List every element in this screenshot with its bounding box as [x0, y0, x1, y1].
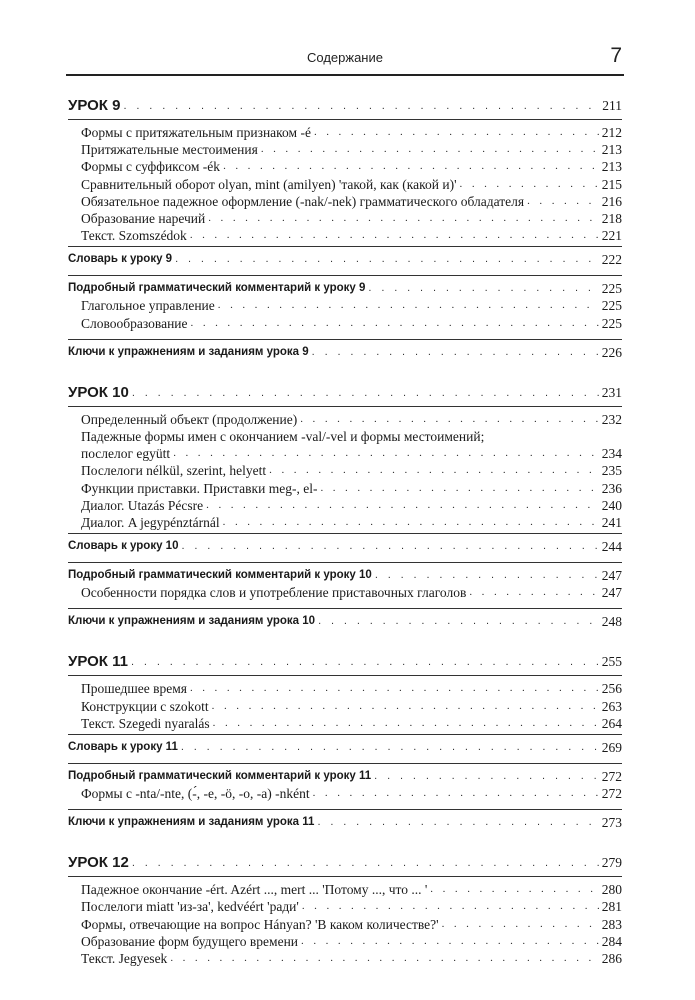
- section-rule: [68, 533, 622, 534]
- toc-entry-page: 221: [601, 228, 622, 244]
- lesson-rule: [68, 675, 622, 676]
- toc-entry-page: 216: [601, 193, 622, 209]
- dot-leader: [469, 584, 598, 601]
- vocabulary-entry[interactable]: [68, 538, 622, 555]
- toc-entry-page: 212: [601, 125, 622, 140]
- toc-entry[interactable]: [68, 898, 622, 915]
- answer-keys-entry[interactable]: [68, 613, 622, 630]
- dot-leader: [302, 898, 599, 915]
- toc-entry-text: Образование наречий: [81, 211, 206, 227]
- dot-leader: [320, 480, 598, 497]
- toc-entry-page: 272: [601, 786, 622, 802]
- dot-leader: [175, 251, 599, 268]
- dot-leader: [173, 445, 599, 462]
- toc-entry[interactable]: [68, 411, 622, 428]
- dot-leader: [527, 193, 599, 210]
- toc-entry-text: Послелоги nélkül, szerint, helyett: [81, 463, 267, 479]
- lesson-block: [68, 652, 622, 831]
- toc-entry-text: Образование форм будущего времени: [81, 933, 299, 949]
- answer-keys-entry-text: Ключи к упражнениям и заданиям урока 11: [68, 816, 315, 829]
- toc-entry-text: Падежные формы имен с окончанием -val/-vel и формы местоимений;: [81, 429, 485, 445]
- grammar-commentary-entry[interactable]: [68, 567, 622, 584]
- toc-entry[interactable]: [68, 480, 622, 497]
- toc-entry[interactable]: [68, 462, 622, 479]
- dot-leader: [314, 124, 599, 141]
- lesson-heading[interactable]: [68, 652, 622, 672]
- lesson-block: [68, 853, 622, 967]
- dot-leader: [269, 462, 599, 479]
- toc-entry[interactable]: [68, 950, 622, 967]
- lesson-heading-page: 231: [601, 384, 622, 400]
- toc-entry-page: 225: [601, 315, 622, 331]
- toc-entry[interactable]: [68, 916, 622, 933]
- toc-entry-page: 213: [601, 159, 622, 175]
- dot-leader: [301, 933, 599, 950]
- toc-entry-text: Определенный объект (продолжение): [81, 411, 298, 427]
- dot-leader: [123, 96, 599, 116]
- toc-entry-page: 256: [601, 681, 622, 697]
- dot-leader: [212, 698, 599, 715]
- lesson-heading[interactable]: [68, 383, 622, 403]
- toc-entry-page: 284: [601, 933, 622, 949]
- toc-entry-text: Глагольное управление: [81, 298, 215, 314]
- toc-entry-page: 281: [601, 899, 622, 915]
- dot-leader: [181, 538, 598, 555]
- dot-leader: [317, 814, 598, 831]
- toc-entry-text: Текст. Szegedi nyaralás: [81, 715, 210, 731]
- dot-leader: [313, 785, 599, 802]
- vocabulary-entry-text: Словарь к уроку 10: [68, 540, 179, 553]
- lesson-heading-text: УРОК 10: [68, 383, 129, 401]
- grammar-commentary-entry[interactable]: [68, 280, 622, 297]
- lesson-heading-page: 211: [602, 98, 622, 113]
- toc-entry-page: 225: [601, 298, 622, 314]
- toc-entry[interactable]: [68, 584, 622, 601]
- toc-entry-continued-text: послелог együtt: [81, 446, 171, 462]
- lesson-heading-text: УРОК 11: [68, 653, 128, 671]
- answer-keys-entry-page: 226: [601, 344, 622, 360]
- toc-entry-continued-page: 234: [601, 446, 622, 462]
- toc-entry-text: Диалог. A jegypénztárnál: [81, 515, 220, 531]
- toc-entry-text: Послелоги miatt 'из-за', kedvéért 'ради': [81, 899, 299, 915]
- toc-entry[interactable]: [68, 715, 622, 732]
- vocabulary-entry-page: 222: [601, 252, 622, 268]
- dot-leader: [460, 176, 599, 193]
- toc-entry-text: Конструкции с szokott: [81, 698, 209, 714]
- grammar-commentary-entry-page: 272: [601, 769, 622, 785]
- toc-entry-text: Текст. Szomszédok: [81, 228, 187, 244]
- dot-leader: [261, 141, 599, 158]
- dot-leader: [132, 383, 599, 403]
- toc-entry-page: 264: [601, 715, 622, 731]
- toc-entry[interactable]: [68, 428, 622, 462]
- toc-entry-page: 232: [601, 411, 622, 427]
- answer-keys-entry-text: Ключи к упражнениям и заданиям урока 9: [68, 345, 309, 358]
- vocabulary-entry-page: 244: [601, 539, 622, 555]
- dot-leader: [300, 411, 599, 428]
- vocabulary-entry[interactable]: [68, 739, 622, 756]
- toc-entry[interactable]: [68, 785, 622, 802]
- dot-leader: [375, 567, 599, 584]
- grammar-commentary-entry-page: 247: [601, 568, 622, 584]
- dot-leader: [374, 768, 599, 785]
- toc-entry-page: 218: [601, 211, 622, 227]
- dot-leader: [213, 715, 599, 732]
- dot-leader: [368, 280, 598, 297]
- lesson-block: [68, 96, 622, 361]
- dot-leader: [208, 210, 599, 227]
- table-of-contents: [68, 96, 622, 967]
- answer-keys-entry[interactable]: [68, 344, 622, 361]
- dot-leader: [170, 950, 598, 967]
- toc-entry-page: 241: [601, 515, 622, 531]
- toc-entry-text: Падежное окончание -ért. Azért ..., mert ... 'Потому ..., что ... ': [81, 882, 428, 898]
- toc-entry[interactable]: [68, 210, 622, 227]
- toc-entry-text: Функции приставки. Приставки meg-, el-: [81, 480, 318, 496]
- toc-entry-text: Обязательное падежное оформление (-nak/-nek) грамматического обладателя: [81, 193, 525, 209]
- toc-entry-page: 236: [601, 480, 622, 496]
- page-number: 7: [610, 44, 622, 67]
- toc-entry-continued[interactable]: [81, 445, 622, 462]
- toc-entry[interactable]: [68, 141, 622, 158]
- grammar-commentary-entry-text: Подробный грамматический комментарий к уроку 11: [68, 770, 372, 783]
- section-rule: [68, 562, 622, 563]
- toc-entry-text: Формы, отвечающие на вопрос Hányan? 'В каком количестве?': [81, 916, 439, 932]
- grammar-commentary-entry[interactable]: [68, 768, 622, 785]
- section-rule: [68, 246, 622, 247]
- toc-entry[interactable]: [68, 680, 622, 697]
- dot-leader: [442, 916, 599, 933]
- section-rule: [68, 275, 622, 276]
- dot-leader: [181, 739, 599, 756]
- toc-entry-page: 280: [601, 882, 622, 898]
- toc-entry-text: Особенности порядка слов и употребление приставочных глаголов: [81, 585, 467, 601]
- dot-leader: [223, 158, 599, 175]
- toc-entry-text: Притяжательные местоимения: [81, 142, 258, 158]
- toc-entry[interactable]: [68, 297, 622, 314]
- toc-entry[interactable]: [68, 698, 622, 715]
- dot-leader: [190, 227, 599, 244]
- lesson-heading-page: 279: [601, 855, 622, 871]
- answer-keys-entry-page: 248: [601, 614, 622, 630]
- header-rule: [66, 74, 624, 76]
- toc-entry-text: Словообразование: [81, 315, 188, 331]
- toc-entry-page: 263: [601, 698, 622, 714]
- toc-entry-page: 286: [601, 951, 622, 967]
- lesson-rule: [68, 876, 622, 877]
- toc-entry[interactable]: [68, 881, 622, 898]
- toc-entry-page: 213: [601, 142, 622, 158]
- toc-entry-page: 235: [601, 463, 622, 479]
- toc-entry-text: Формы с -nta/-nte, (-́, -e, -ö, -o, -a) -nként: [81, 786, 310, 802]
- dot-leader: [131, 652, 599, 672]
- answer-keys-entry-page: 273: [601, 815, 622, 831]
- vocabulary-entry[interactable]: [68, 251, 622, 268]
- lesson-heading[interactable]: [68, 96, 622, 116]
- lesson-heading-text: УРОК 9: [68, 97, 121, 114]
- vocabulary-entry-text: Словарь к уроку 9: [68, 253, 173, 266]
- toc-entry[interactable]: [68, 176, 622, 193]
- toc-entry-text: Диалог. Utazás Pécsre: [81, 497, 204, 513]
- section-rule: [68, 339, 622, 340]
- lesson-rule: [68, 406, 622, 407]
- section-rule: [68, 763, 622, 764]
- dot-leader: [190, 680, 599, 697]
- section-rule: [68, 734, 622, 735]
- running-title: Содержание: [307, 50, 383, 65]
- grammar-commentary-entry-text: Подробный грамматический комментарий к уроку 10: [68, 569, 372, 582]
- lesson-rule: [68, 119, 622, 120]
- dot-leader: [191, 315, 599, 332]
- page-header: [66, 44, 624, 72]
- answer-keys-entry[interactable]: [68, 814, 622, 831]
- lesson-heading-text: УРОК 12: [68, 854, 129, 872]
- lesson-heading[interactable]: [68, 853, 622, 873]
- dot-leader: [206, 497, 599, 514]
- dot-leader: [318, 613, 599, 630]
- toc-entry-text: Сравнительный оборот olyan, mint (amilyen) 'такой, как (какой и)': [81, 176, 457, 192]
- toc-entry[interactable]: [68, 227, 622, 244]
- toc-entry-text: Формы с суффиксом -ék: [81, 159, 221, 175]
- dot-leader: [312, 344, 599, 361]
- dot-leader: [132, 853, 599, 873]
- toc-entry-page: 247: [601, 585, 622, 601]
- lesson-block: [68, 383, 622, 631]
- toc-entry-page: 240: [601, 497, 622, 513]
- toc-entry-text: Текст. Jegyesek: [81, 951, 168, 967]
- toc-entry[interactable]: [68, 124, 622, 141]
- toc-entry[interactable]: [68, 193, 622, 210]
- answer-keys-entry-text: Ключи к упражнениям и заданиям урока 10: [68, 615, 316, 628]
- grammar-commentary-entry-page: 225: [601, 281, 622, 297]
- toc-entry[interactable]: [68, 497, 622, 514]
- lesson-heading-page: 255: [601, 654, 622, 670]
- toc-entry[interactable]: [68, 514, 622, 531]
- vocabulary-entry-text: Словарь к уроку 11: [68, 741, 178, 754]
- toc-entry-page: 215: [601, 176, 622, 192]
- dot-leader: [218, 297, 599, 314]
- vocabulary-entry-page: 269: [601, 740, 622, 756]
- dot-leader: [223, 514, 599, 531]
- toc-entry-text: Формы с притяжательным признаком -é: [81, 125, 311, 140]
- toc-entry[interactable]: [68, 158, 622, 175]
- toc-entry-text: Прошедшее время: [81, 681, 187, 697]
- dot-leader: [430, 881, 598, 898]
- section-rule: [68, 608, 622, 609]
- toc-entry[interactable]: [68, 933, 622, 950]
- section-rule: [68, 809, 622, 810]
- grammar-commentary-entry-text: Подробный грамматический комментарий к уроку 9: [68, 282, 366, 295]
- toc-entry[interactable]: [68, 315, 622, 332]
- toc-entry-page: 283: [601, 916, 622, 932]
